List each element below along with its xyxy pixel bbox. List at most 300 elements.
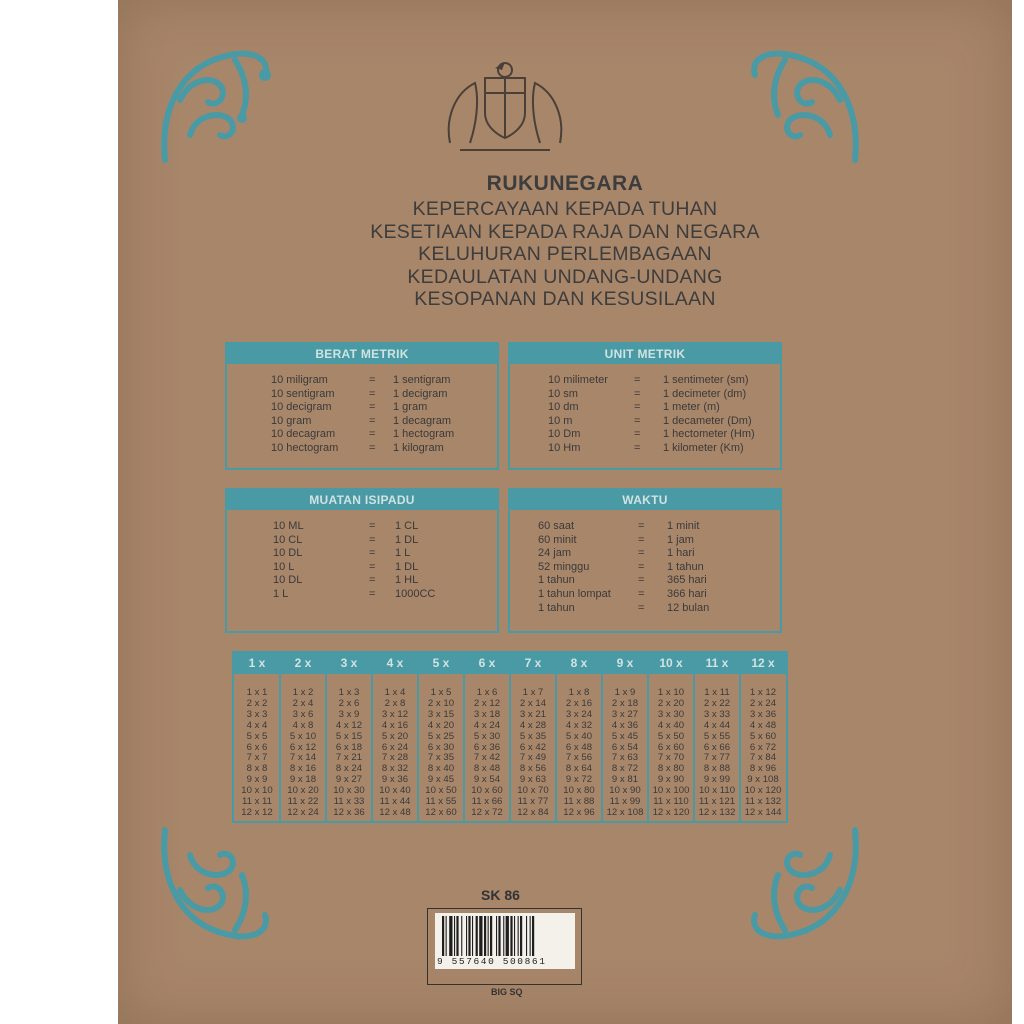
conversion-to: 1 hectogram — [393, 428, 455, 441]
times-table-entry: 5 x 35 — [519, 730, 547, 742]
times-table-entry: 9 x 54 — [473, 774, 501, 786]
conversion-row — [227, 428, 497, 442]
conversion-equals: = — [369, 520, 376, 532]
times-table-column — [694, 653, 740, 821]
times-table-entry: 10 x 10 — [241, 785, 273, 797]
muatan-isipadu-header: MUATAN ISIPADU — [227, 490, 497, 510]
times-table-entry: 2 x 24 — [749, 697, 777, 709]
conversion-to: 365 hari — [667, 574, 707, 587]
times-table-entry: 8 x 88 — [703, 763, 731, 775]
conversion-equals: = — [638, 520, 645, 532]
conversion-to: 1 L — [395, 547, 411, 560]
conversion-from: 10 milimeter — [548, 374, 608, 386]
times-table-values — [694, 688, 740, 819]
times-table-entry: 9 x 99 — [703, 774, 731, 786]
conversion-from: 10 decigram — [271, 401, 332, 414]
conversion-row — [227, 561, 497, 575]
times-table-entry: 1 x 8 — [568, 687, 590, 698]
times-table-column — [740, 653, 786, 821]
times-table-entry: 6 x 18 — [335, 741, 363, 753]
conversion-from: 60 saat — [538, 520, 575, 532]
times-table-entry: 10 x 80 — [563, 785, 595, 797]
times-table-divider — [463, 653, 465, 821]
conversion-row — [227, 442, 497, 456]
times-table-entry: 4 x 12 — [335, 719, 363, 731]
times-table-values — [464, 688, 510, 819]
times-table-entry: 8 x 16 — [289, 763, 317, 775]
times-table-entry: 11 x 77 — [517, 796, 549, 808]
barcode-bar — [442, 916, 444, 956]
barcode-bar — [498, 916, 500, 956]
times-table-entry: 11 x 11 — [241, 796, 273, 808]
times-table-entry: 4 x 32 — [565, 719, 593, 731]
conversion-to: 1 HL — [395, 574, 419, 587]
times-table-entry: 6 x 36 — [473, 741, 501, 753]
times-table-column — [326, 653, 372, 821]
times-table-header: 8 x — [556, 653, 602, 674]
times-table-entry: 12 x 120 — [652, 806, 690, 818]
times-table-entry: 2 x 2 — [246, 697, 268, 709]
ornament-bottom-right-icon — [740, 820, 870, 950]
barcode-bar — [446, 916, 447, 956]
times-table-entry: 12 x 72 — [471, 806, 503, 818]
conversion-equals: = — [634, 401, 641, 414]
times-table-entry: 12 x 36 — [333, 806, 365, 818]
times-table-entry: 2 x 6 — [338, 697, 360, 709]
times-table-header: 7 x — [510, 653, 556, 674]
conversion-equals: = — [369, 428, 376, 441]
conversion-to: 1 sentigram — [393, 374, 451, 386]
berat-metrik-table — [225, 342, 499, 470]
times-table-entry: 5 x 5 — [246, 730, 268, 742]
conversion-to: 1 hari — [667, 547, 695, 560]
times-table-entry: 9 x 108 — [747, 774, 779, 786]
ornament-top-right-icon — [740, 40, 870, 170]
barcode-bar — [532, 916, 534, 956]
times-table-divider — [693, 653, 695, 821]
conversion-equals: = — [634, 441, 641, 454]
times-table-entry: 5 x 30 — [473, 730, 501, 742]
conversion-from: 10 dm — [548, 401, 579, 414]
conversion-from: 1 tahun — [538, 574, 575, 587]
times-table-entry: 3 x 15 — [427, 708, 455, 720]
times-table-entry: 3 x 9 — [338, 708, 360, 720]
barcode-bar — [466, 916, 467, 956]
conversion-to: 1 sentimeter (sm) — [663, 374, 749, 386]
conversion-equals: = — [369, 574, 376, 587]
conversion-from: 10 Dm — [548, 428, 581, 441]
times-table-values — [510, 688, 556, 819]
times-table-entry: 2 x 8 — [384, 697, 406, 709]
conversion-equals: = — [638, 533, 645, 546]
times-table-column — [280, 653, 326, 821]
times-table-entry: 10 x 90 — [609, 785, 641, 797]
times-table-entry: 2 x 14 — [519, 697, 547, 709]
times-table-values — [556, 688, 602, 819]
conversion-to: 1 hectometer (Hm) — [663, 428, 755, 441]
times-table-entry: 6 x 42 — [519, 741, 547, 753]
conversion-to: 1 gram — [393, 401, 428, 414]
conversion-from: 60 minit — [538, 533, 577, 546]
berat-metrik-header: BERAT METRIK — [227, 344, 497, 364]
barcode-bar — [488, 916, 489, 956]
conversion-equals: = — [638, 547, 645, 560]
times-table-column — [234, 653, 280, 821]
conversion-from: 10 ML — [273, 520, 304, 532]
times-table-header: 5 x — [418, 653, 464, 674]
times-table-entry: 12 x 60 — [425, 806, 457, 818]
times-table-entry: 1 x 6 — [476, 687, 498, 698]
times-table-entry: 9 x 36 — [381, 774, 409, 786]
times-table-entry: 7 x 77 — [703, 752, 731, 764]
times-table-entry: 11 x 66 — [471, 796, 503, 808]
times-table-entry: 12 x 12 — [241, 806, 273, 818]
times-table-entry: 9 x 18 — [289, 774, 317, 786]
conversion-row — [510, 520, 780, 534]
times-table-entry: 7 x 42 — [473, 752, 501, 764]
conversion-from: 52 minggu — [538, 560, 590, 573]
times-table-entry: 1 x 9 — [614, 687, 636, 698]
waktu-header: WAKTU — [510, 490, 780, 510]
times-table-entry: 6 x 48 — [565, 741, 593, 753]
times-table-entry: 1 x 10 — [657, 687, 685, 698]
times-table-entry: 9 x 63 — [519, 774, 547, 786]
times-table-header: 2 x — [280, 653, 326, 674]
times-table-entry: 11 x 88 — [563, 796, 595, 808]
times-table-entry: 8 x 64 — [565, 763, 593, 775]
times-table-entry: 9 x 9 — [246, 774, 268, 786]
times-table-entry: 10 x 30 — [333, 785, 365, 797]
times-table-entry: 5 x 45 — [611, 730, 639, 742]
times-table-entry: 10 x 20 — [287, 785, 319, 797]
times-table-entry: 6 x 54 — [611, 741, 639, 753]
conversion-row — [510, 547, 780, 561]
conversion-row — [510, 442, 780, 456]
conversion-from: 10 Hm — [548, 441, 581, 454]
times-table-entry: 10 x 70 — [517, 785, 549, 797]
conversion-equals: = — [369, 441, 376, 454]
times-table-entry: 3 x 12 — [381, 708, 409, 720]
times-table-entry: 3 x 6 — [292, 708, 314, 720]
times-table-entry: 12 x 144 — [744, 806, 782, 818]
conversion-row — [227, 520, 497, 534]
conversion-row — [510, 534, 780, 548]
times-table-entry: 12 x 96 — [563, 806, 595, 818]
times-table-entry: 11 x 132 — [744, 796, 782, 808]
barcode-bar — [461, 916, 462, 956]
conversion-from: 1 tahun lompat — [538, 587, 611, 600]
conversion-to: 1 meter (m) — [663, 401, 720, 414]
times-table-header: 1 x — [234, 653, 280, 674]
times-table-entry: 1 x 3 — [338, 687, 360, 698]
times-table-entry: 5 x 50 — [657, 730, 685, 742]
times-table-entry: 4 x 36 — [611, 719, 639, 731]
times-table-values — [740, 688, 786, 819]
conversion-from: 10 CL — [273, 533, 303, 546]
conversion-equals: = — [634, 387, 641, 400]
barcode-bar — [503, 916, 504, 956]
times-table-entry: 9 x 90 — [657, 774, 685, 786]
times-table-entry: 5 x 15 — [335, 730, 363, 742]
times-table-entry: 12 x 24 — [287, 806, 319, 818]
barcode-bar — [520, 916, 522, 956]
conversion-row — [227, 547, 497, 561]
barcode-bar — [454, 916, 455, 956]
times-table-values — [372, 688, 418, 819]
times-table-entry: 9 x 72 — [565, 774, 593, 786]
times-table-entry: 5 x 60 — [749, 730, 777, 742]
times-table-entry: 3 x 36 — [749, 708, 777, 720]
times-table-entry: 7 x 35 — [427, 752, 455, 764]
ornament-top-left-icon — [150, 40, 280, 170]
conversion-to: 1 decimeter (dm) — [663, 387, 747, 400]
times-table-divider — [647, 653, 649, 821]
times-table-entry: 4 x 20 — [427, 719, 455, 731]
conversion-row — [510, 574, 780, 588]
times-table-header: 6 x — [464, 653, 510, 674]
conversion-equals: = — [369, 533, 376, 546]
times-table-values — [234, 688, 280, 819]
waktu-rows — [510, 520, 780, 615]
conversion-from: 10 gram — [271, 414, 312, 427]
conversion-row — [510, 561, 780, 575]
times-table-entry: 9 x 27 — [335, 774, 363, 786]
conversion-row — [510, 374, 780, 388]
times-table-entry: 4 x 24 — [473, 719, 501, 731]
times-table-entry: 8 x 80 — [657, 763, 685, 775]
times-table-values — [418, 688, 464, 819]
barcode-bar — [518, 916, 519, 956]
muatan-isipadu-table — [225, 488, 499, 633]
times-table-entry: 12 x 84 — [517, 806, 549, 818]
times-table-entry: 12 x 132 — [698, 806, 736, 818]
malaysia-coat-of-arms-icon — [430, 58, 580, 163]
times-table-entry: 10 x 120 — [744, 785, 782, 797]
barcode-number: 9 557640 500861 — [437, 956, 573, 967]
conversion-to: 1 kilogram — [393, 441, 444, 454]
times-table-entry: 8 x 40 — [427, 763, 455, 775]
times-table-entry: 4 x 4 — [246, 719, 268, 731]
ornament-bottom-left-icon — [150, 820, 280, 950]
barcode-bar — [496, 916, 497, 956]
times-table-divider — [325, 653, 327, 821]
conversion-equals: = — [634, 414, 641, 427]
times-table-values — [602, 688, 648, 819]
conversion-to: 1000CC — [395, 587, 436, 600]
times-table-entry: 6 x 24 — [381, 741, 409, 753]
barcode-bar — [456, 916, 458, 956]
times-table-entry: 11 x 33 — [333, 796, 365, 808]
multiplication-table — [232, 651, 788, 823]
conversion-equals: = — [369, 401, 376, 414]
times-table-entry: 4 x 16 — [381, 719, 409, 731]
conversion-to: 12 bulan — [667, 601, 710, 614]
times-table-entry: 11 x 99 — [609, 796, 641, 808]
times-table-column — [464, 653, 510, 821]
barcode-bar — [484, 916, 486, 956]
times-table-divider — [555, 653, 557, 821]
times-table-entry: 1 x 1 — [246, 687, 268, 698]
times-table-column — [602, 653, 648, 821]
conversion-row — [227, 588, 497, 602]
times-table-divider — [601, 653, 603, 821]
conversion-to: 1 jam — [667, 533, 694, 546]
conversion-from: 24 jam — [538, 547, 572, 560]
times-table-entry: 5 x 55 — [703, 730, 731, 742]
conversion-from: 10 DL — [273, 547, 303, 560]
conversion-to: 366 hari — [667, 587, 707, 600]
times-table-entry: 6 x 30 — [427, 741, 455, 753]
times-table-entry: 11 x 121 — [698, 796, 736, 808]
unit-metrik-rows — [510, 374, 780, 456]
times-table-entry: 2 x 16 — [565, 697, 593, 709]
conversion-from: 10 L — [273, 560, 295, 573]
times-table-entry: 6 x 72 — [749, 741, 777, 753]
conversion-equals: = — [638, 574, 645, 587]
times-table-entry: 3 x 33 — [703, 708, 731, 720]
conversion-row — [227, 388, 497, 402]
times-table-entry: 1 x 4 — [384, 687, 406, 698]
conversion-from: 1 L — [273, 587, 289, 600]
barcode-bar — [479, 916, 482, 956]
unit-metrik-header: UNIT METRIK — [510, 344, 780, 364]
times-table-entry: 9 x 81 — [611, 774, 639, 786]
times-table-entry: 10 x 40 — [379, 785, 411, 797]
times-table-entry: 5 x 25 — [427, 730, 455, 742]
conversion-row — [227, 534, 497, 548]
conversion-row — [227, 401, 497, 415]
times-table-header: 3 x — [326, 653, 372, 674]
conversion-to: 1 decagram — [393, 414, 452, 427]
conversion-row — [510, 415, 780, 429]
unit-metrik-table — [508, 342, 782, 470]
times-table-entry: 6 x 6 — [246, 741, 268, 753]
conversion-equals: = — [369, 560, 376, 573]
conversion-equals: = — [369, 374, 376, 386]
conversion-from: 1 tahun — [538, 601, 575, 614]
barcode-icon — [440, 916, 570, 956]
times-table-entry: 1 x 5 — [430, 687, 452, 698]
times-table-entry: 11 x 55 — [425, 796, 457, 808]
times-table-entry: 1 x 7 — [522, 687, 544, 698]
conversion-equals: = — [369, 547, 376, 560]
times-table-entry: 7 x 49 — [519, 752, 547, 764]
conversion-equals: = — [369, 387, 376, 400]
times-table-entry: 2 x 12 — [473, 697, 501, 709]
times-table-entry: 6 x 12 — [289, 741, 317, 753]
barcode-bar — [490, 916, 492, 956]
times-table-divider — [739, 653, 741, 821]
times-table-entry: 8 x 8 — [246, 763, 268, 775]
times-table-entry: 5 x 40 — [565, 730, 593, 742]
times-table-entry: 1 x 12 — [749, 687, 777, 698]
conversion-row — [510, 428, 780, 442]
principle-1: KEPERCAYAAN KEPADA TUHAN — [412, 198, 718, 220]
conversion-row — [510, 401, 780, 415]
waktu-table — [508, 488, 782, 633]
times-table-divider — [279, 653, 281, 821]
conversion-from: 10 hectogram — [271, 441, 339, 454]
berat-metrik-rows — [227, 374, 497, 456]
barcode-bar — [526, 916, 527, 956]
times-table-header: 10 x — [648, 653, 694, 674]
times-table-entry: 11 x 22 — [287, 796, 319, 808]
times-table-entry: 3 x 24 — [565, 708, 593, 720]
times-table-entry: 2 x 22 — [703, 697, 731, 709]
times-table-values — [326, 688, 372, 819]
times-table-entry: 3 x 21 — [519, 708, 547, 720]
times-table-entry: 8 x 72 — [611, 763, 639, 775]
times-table-entry: 7 x 70 — [657, 752, 685, 764]
conversion-to: 1 CL — [395, 520, 419, 532]
conversion-equals: = — [369, 414, 376, 427]
conversion-to: 1 tahun — [667, 560, 704, 573]
times-table-entry: 3 x 3 — [246, 708, 268, 720]
times-table-entry: 4 x 44 — [703, 719, 731, 731]
times-table-entry: 4 x 48 — [749, 719, 777, 731]
conversion-from: 10 sm — [548, 387, 578, 400]
times-table-entry: 3 x 30 — [657, 708, 685, 720]
principle-3: KELUHURAN PERLEMBAGAAN — [418, 243, 712, 265]
conversion-equals: = — [638, 601, 645, 614]
conversion-to: 1 decigram — [393, 387, 448, 400]
times-table-entry: 7 x 63 — [611, 752, 639, 764]
barcode-bar — [510, 916, 512, 956]
times-table-entry: 4 x 8 — [292, 719, 314, 731]
principle-4: KEDAULATAN UNDANG-UNDANG — [407, 265, 723, 288]
times-table-entry: 2 x 18 — [611, 697, 639, 709]
times-table-header: 12 x — [740, 653, 786, 674]
times-table-header: 11 x — [694, 653, 740, 674]
barcode-bar — [449, 916, 452, 956]
conversion-from: 10 m — [548, 414, 573, 427]
product-code: SK 86 — [481, 887, 520, 903]
times-table-entry: 5 x 10 — [289, 730, 317, 742]
times-table-entry: 7 x 21 — [335, 752, 363, 764]
times-table-entry: 2 x 20 — [657, 697, 685, 709]
times-table-values — [648, 688, 694, 819]
rukunegara-principles — [118, 198, 1012, 311]
times-table-entry: 7 x 7 — [246, 752, 268, 764]
times-table-values — [280, 688, 326, 819]
times-table-entry: 10 x 110 — [698, 785, 736, 797]
conversion-equals: = — [634, 428, 641, 441]
times-table-entry: 2 x 4 — [292, 697, 314, 709]
times-table-entry: 3 x 18 — [473, 708, 501, 720]
times-table-column — [510, 653, 556, 821]
times-table-entry: 6 x 66 — [703, 741, 731, 753]
times-table-entry: 2 x 10 — [427, 697, 455, 709]
times-table-entry: 10 x 100 — [652, 785, 690, 797]
conversion-row — [227, 574, 497, 588]
times-table-header: 4 x — [372, 653, 418, 674]
conversion-row — [227, 374, 497, 388]
conversion-to: 1 kilometer (Km) — [663, 441, 744, 454]
conversion-row — [227, 415, 497, 429]
times-table-divider — [417, 653, 419, 821]
times-table-entry: 7 x 56 — [565, 752, 593, 764]
times-table-entry: 12 x 108 — [606, 806, 644, 818]
times-table-divider — [371, 653, 373, 821]
conversion-to: 1 DL — [395, 533, 419, 546]
times-table-entry: 7 x 84 — [749, 752, 777, 764]
conversion-equals: = — [369, 587, 376, 600]
times-table-header: 9 x — [602, 653, 648, 674]
conversion-to: 1 DL — [395, 560, 419, 573]
product-variant: BIG SQ — [491, 987, 523, 997]
conversion-from: 10 miligram — [271, 374, 328, 386]
times-table-column — [648, 653, 694, 821]
